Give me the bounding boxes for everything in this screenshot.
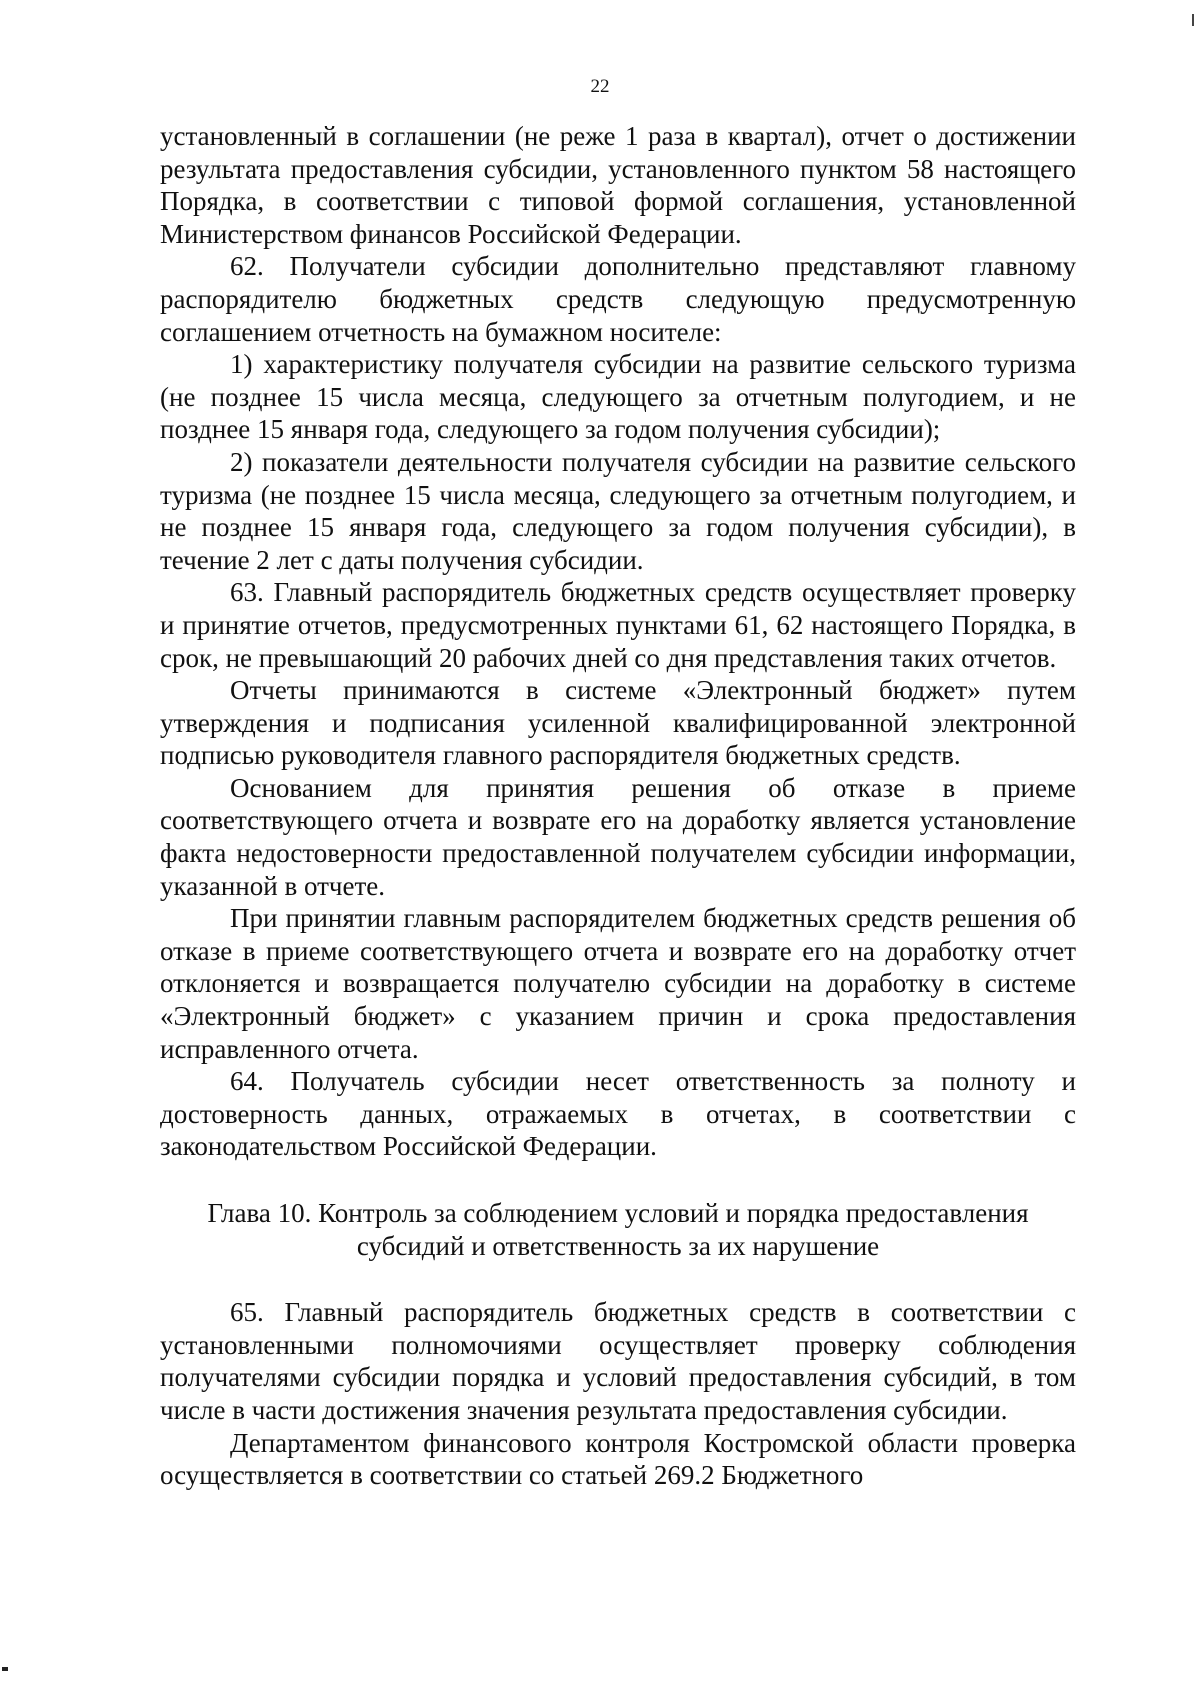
scan-edge-mark xyxy=(2,1667,8,1671)
paragraph-62: 62. Получатели субсидии дополнительно представляют главному распорядителю бюджетных средств следующую предусмотренную соглашением отчетность на бумажном носителе: xyxy=(160,251,1076,347)
paragraph-63-rejection: При принятии главным распорядителем бюджетных средств решения об отказе в приеме соответствующего отчета и возврате его на доработку отчет отклоняется и возвращается получателю субсидии на доработку в системе «Электронный бюджет» с указанием причин и срока предоставления исправленного отчета. xyxy=(160,903,1076,1064)
document-body xyxy=(160,120,1076,1492)
chapter-heading xyxy=(160,1197,1076,1262)
page-number: 22 xyxy=(590,76,610,97)
scan-edge-mark xyxy=(1192,14,1194,26)
paragraph-62-item-2: 2) показатели деятельности получателя субсидии на развитие сельского туризма (не позднее 15 числа месяца, следующего за отчетным полугодием, и не позднее 15 января года, следующего за годом получения субсидии), в течение 2 лет с даты получения субсидии. xyxy=(160,446,1076,575)
paragraph-63-grounds: Основанием для принятия решения об отказе в приеме соответствующего отчета и возврате его на доработку является установление факта недостоверности предоставленной получателем субсидии информации, указанной в отчете. xyxy=(160,772,1076,901)
chapter-heading-line-2: субсидий и ответственность за их нарушение xyxy=(356,1230,880,1261)
chapter-heading-line-1: Глава 10. Контроль за соблюдением условий и порядка предоставления xyxy=(207,1198,1029,1228)
paragraph-63-reports: Отчеты принимаются в системе «Электронный бюджет» путем утверждения и подписания усиленной квалифицированной электронной подписью руководителя главного распорядителя бюджетных средств. xyxy=(160,675,1076,771)
paragraph-64: 64. Получатель субсидии несет ответственность за полноту и достоверность данных, отражаемых в отчетах, в соответствии с законодательством Российской Федерации. xyxy=(160,1066,1076,1162)
paragraph-continuation: установленный в соглашении (не реже 1 раза в квартал), отчет о достижении результата предоставления субсидии, установленного пунктом 58 настоящего Порядка, в соответствии с типовой формой соглашения, установленной Министерством финансов Российской Федерации. xyxy=(160,121,1076,249)
paragraph-62-item-1: 1) характеристику получателя субсидии на развитие сельского туризма (не позднее 15 числа месяца, следующего за отчетным полугодием, и не позднее 15 января года, следующего за годом получения субсидии); xyxy=(160,349,1076,445)
paragraph-65-department: Департаментом финансового контроля Костромской области проверка осуществляется в соответствии со статьей 269.2 Бюджетного xyxy=(160,1427,1076,1491)
paragraph-65: 65. Главный распорядитель бюджетных средств в соответствии с установленными полномочиями осуществляет проверку соблюдения получателями субсидии порядка и условий предоставления субсидий, в том числе в части достижения значения результата предоставления субсидии. xyxy=(160,1297,1076,1425)
paragraph-63: 63. Главный распорядитель бюджетных средств осуществляет проверку и принятие отчетов, предусмотренных пунктами 61, 62 настоящего Порядка, в срок, не превышающий 20 рабочих дней со дня представления таких отчетов. xyxy=(160,577,1076,673)
